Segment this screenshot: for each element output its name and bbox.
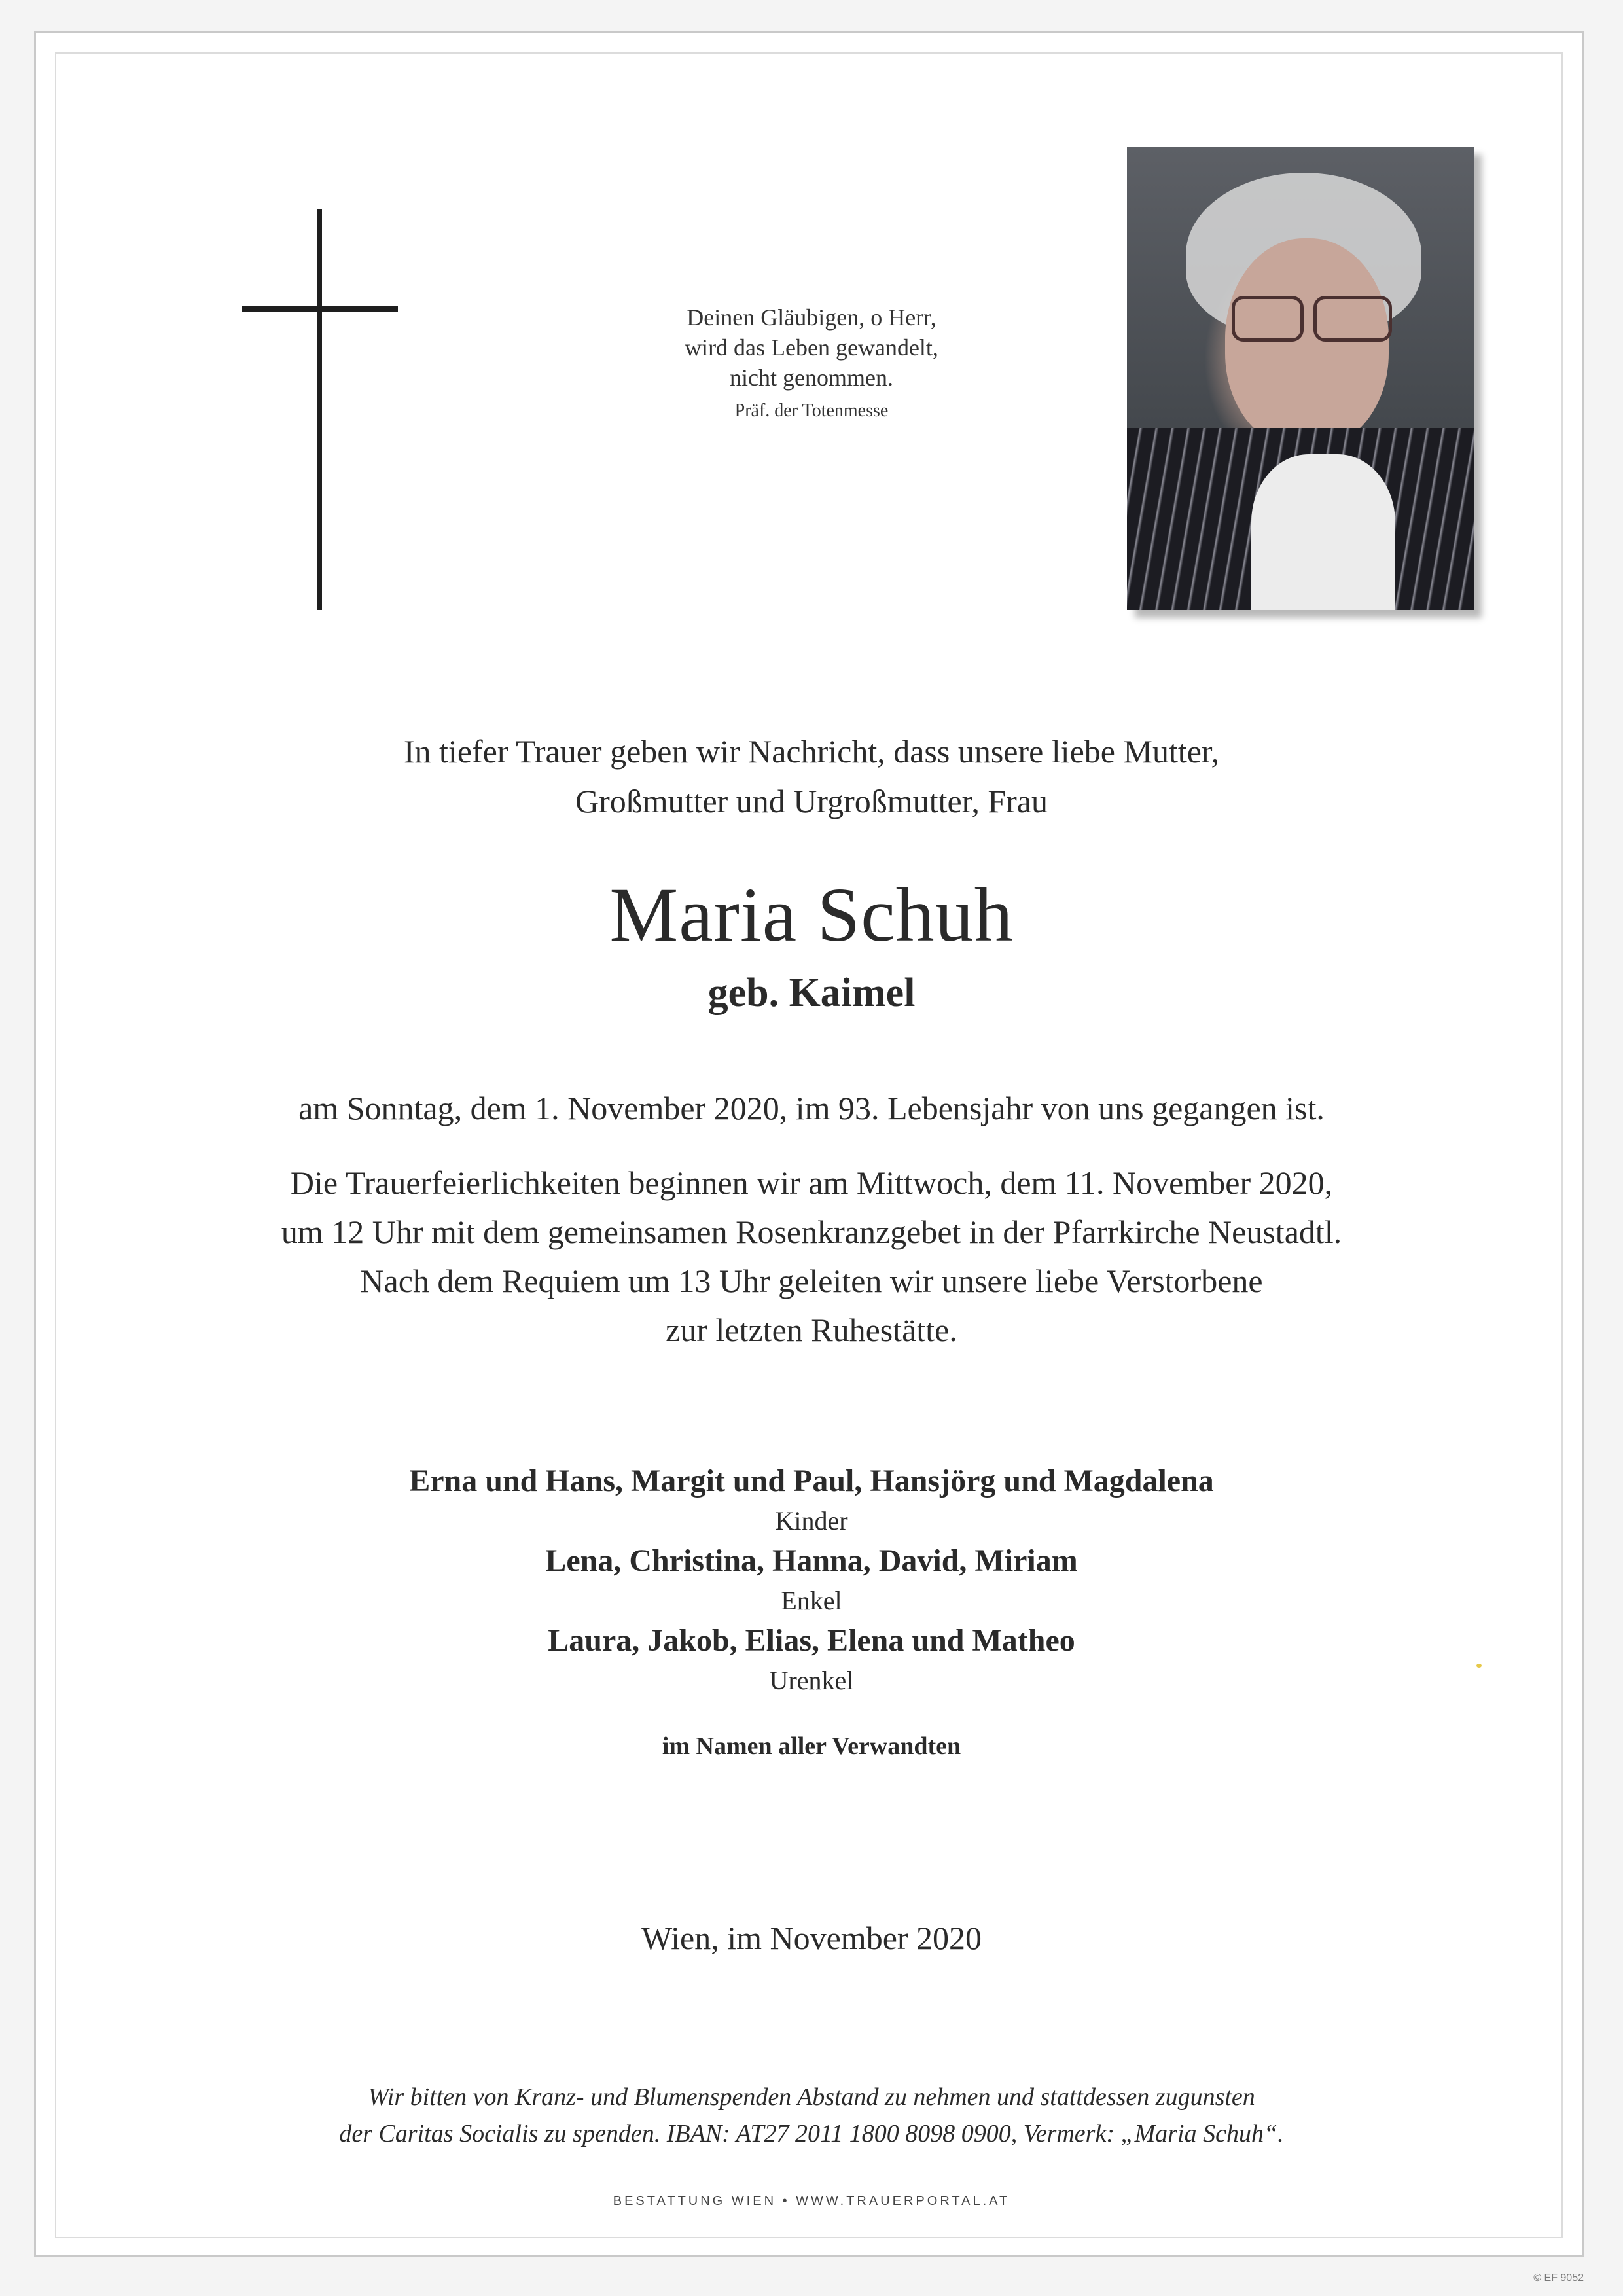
funeral-details [196, 1158, 1427, 1355]
cross-icon [317, 209, 322, 610]
mourner-relation: Enkel [781, 1586, 842, 1615]
photo-shirt [1251, 454, 1395, 610]
scan-speck [1476, 1664, 1482, 1668]
verse-line: nicht genommen. [730, 365, 893, 391]
deceased-name: Maria Schuh [609, 872, 1014, 958]
document-code: © EF 9052 [1533, 2272, 1584, 2284]
mourner-relation: Kinder [775, 1506, 848, 1535]
footer-branding: BESTATTUNG WIEN • WWW.TRAUERPORTAL.AT [613, 2194, 1010, 2208]
intro-line: Großmutter und Urgroßmutter, Frau [575, 783, 1048, 819]
verse-line: wird das Leben gewandelt, [685, 334, 938, 361]
mourners-list [196, 1461, 1427, 1700]
verse-line: Deinen Gläubigen, o Herr, [687, 304, 936, 331]
donation-note [196, 2079, 1427, 2152]
mourner-names: Erna und Hans, Margit und Paul, Hansjörg und Magdalena [409, 1463, 1214, 1498]
funeral-line: um 12 Uhr mit dem gemeinsamen Rosenkranzgebet in der Pfarrkirche Neustadtl. [281, 1213, 1342, 1250]
photo-glasses-right [1313, 296, 1392, 342]
family-all-text: im Namen aller Verwandten [662, 1732, 961, 1760]
mourner-relation: Urenkel [769, 1666, 854, 1695]
bible-verse [517, 302, 1106, 422]
intro-text [196, 726, 1427, 826]
intro-line: In tiefer Trauer geben wir Nachricht, dass unsere liebe Mutter, [403, 733, 1220, 770]
photo-face [1225, 238, 1389, 448]
place-date: Wien, im November 2020 [641, 1920, 982, 1956]
mourner-names: Lena, Christina, Hanna, David, Miriam [545, 1543, 1078, 1578]
mourner-names: Laura, Jakob, Elias, Elena und Matheo [548, 1623, 1075, 1658]
funeral-line: Die Trauerfeierlichkeiten beginnen wir am Mittwoch, dem 11. November 2020, [290, 1164, 1333, 1201]
passing-text: am Sonntag, dem 1. November 2020, im 93. Lebensjahr von uns gegangen ist. [298, 1090, 1325, 1126]
funeral-line: zur letzten Ruhestätte. [666, 1312, 957, 1348]
maiden-name: geb. Kaimel [707, 971, 916, 1015]
cross-icon-bar [242, 306, 398, 312]
photo-glasses-left [1232, 296, 1304, 342]
verse-source: Präf. der Totenmesse [734, 401, 889, 421]
donation-line: der Caritas Socialis zu spenden. IBAN: AT27 2011 1800 8098 0900, Vermerk: „Maria Schuh“. [339, 2120, 1284, 2147]
donation-line: Wir bitten von Kranz- und Blumenspenden Abstand zu nehmen und stattdessen zugunsten [368, 2083, 1255, 2111]
portrait-photo [1127, 147, 1474, 610]
funeral-line: Nach dem Requiem um 13 Uhr geleiten wir unsere liebe Verstorbene [360, 1263, 1263, 1299]
